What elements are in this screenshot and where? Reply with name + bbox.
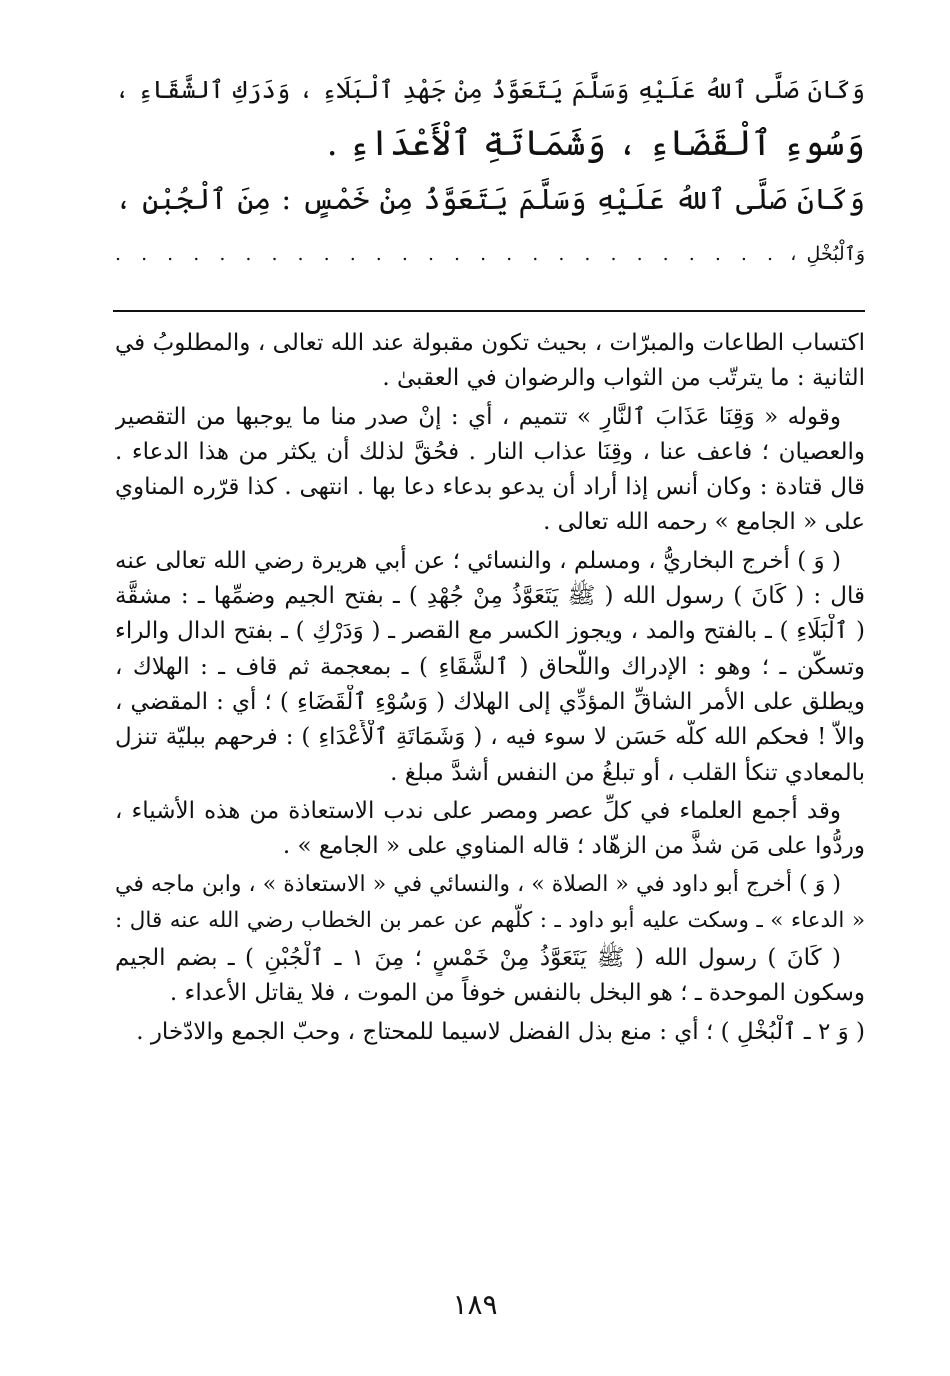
commentary-line: والعصيان ؛ فاعف عنا ، وقِنَا عذاب النار . فحُقَّ لذلك أن يكثر من هذا الدعاء . [115,438,865,465]
commentary-line: وقد أجمع العلماء في كلِّ عصر ومصر على ندب الاستعاذة من هذه الأشياء ، [115,797,841,824]
commentary-line: والاَّ ! فحكم الله كلُّه حَسَن لا سوء فيه ، ( وَشَمَاتَةِ ٱلْأَعْدَاءِ ) : فرحهم ببليّة تنزل [115,724,865,751]
hadith-line: وَكَانَ صَلَّى ٱللهُ عَلَيْهِ وَسَلَّمَ يَتَعَوَّذُ مِنْ جَهْدِ ٱلْبَلَاءِ ، وَدَرَكِ ٱلشَّقَاءِ ، [115,75,865,104]
hadith-line: وَكَانَ صَلَّى ٱللهُ عَلَيْهِ وَسَلَّمَ يَتَعَوَّذُ مِنْ خَمْسٍ : مِنَ ٱلْجُبْنِ ، [115,182,865,216]
commentary-line: وردُّوا على مَن شذَّ من الزهّاد ؛ قاله المناوي على « الجامع » . [282,833,865,860]
commentary-line: وسكون الموحدة ـ ؛ هو البخل بالنفس خوفاً من الموت ، فلا يقاتل الأعداء . [169,980,865,1007]
page-number: ١٨٩ [452,1288,498,1321]
ellipsis-dots: . . . . . . . . . . . . . . . . . . . . . . . . . . [115,243,781,265]
commentary-line: قال : ( كَانَ ) رسول الله ( ﷺ يَتَعَوَّذُ مِنْ جُهْدِ ) ـ بفتح الجيم وضمِّها ـ : مشقَّة [115,583,865,610]
commentary-text [115,326,865,1050]
commentary-line: بالمعادي تنكأُ القلب ، أو تبلغُ من النفس أشدَّ مبلغ . [390,759,865,786]
commentary-line: اكتساب الطاعات والمبرّات ، بحيث تكون مقبولة عند الله تعالى ، والمطلوبُ في [115,330,865,356]
commentary-line: ( وَ ٢ ـ ٱلْبُخْلِ ) ؛ أي : منع بذل الفضل لاسيما للمحتاج ، وحبّ الجمع والادّخار . [136,1018,865,1045]
commentary-line: ويطلق على الأمر الشاقِّ المؤدِّي إلى الهلاك ( وَسُوْءِ ٱلْقَضَاءِ ) ؛ أي : المقضي ، [115,688,865,715]
commentary-line: قال قتادة : وكان أنس إذا أراد أن يدعو بدعاء دعا بها . انتهى . كذا قرّره المناوي [115,474,865,501]
commentary-line: الثانية : ما يترتّب من الثواب والرضوان في العقبىٰ . [382,365,865,392]
hadith-line: وَسُوءِ ٱلْقَضَاءِ ، وَشَمَاتَةِ ٱلْأَعْدَاءِ . [326,124,865,164]
commentary-line: وقوله « وَقِنَا عَذَابَ ٱلنَّارِ » تتميم ، أي : إنْ صدر منا ما يوجبها من التقصير [115,403,841,430]
separator-rule [113,310,865,312]
hadith-text [115,62,865,282]
commentary-line: على « الجامع » رحمه الله تعالى . [543,509,865,536]
commentary-line: « الدعاء » ـ وسكت عليه أبو داود ـ : كلُّهم عن عمر بن الخطاب رضي الله عنه قال : [115,907,865,933]
hadith-line [115,227,865,282]
commentary-line: وتسكّن ـ ؛ وهو : الإدراك واللّحاق ( ٱلشَّقَاءِ ) ـ بمعجمة ثم قاف ـ : الهلاك ، [115,653,865,680]
commentary-line: ( وَ ) أخرج البخاريُّ ، ومسلم ، والنسائي ؛ عن أبي هريرة رضي الله تعالى عنه [115,547,841,574]
commentary-line: ( كَانَ ) رسول الله ( ﷺ يَتَعَوَّذُ مِنْ خَمْسٍ ؛ مِنَ ١ ـ ٱلْجُبْنِ ) ـ بضم الجيم [115,945,841,972]
hadith-line-words: وَٱلْبُخْلِ ، [780,243,865,265]
commentary-line: ( ٱلْبَلَاءِ ) ـ بالفتح والمد ، ويجوز الكسر مع القصر ـ ( وَدَرْكِ ) ـ بفتح الدال والراء [115,618,865,645]
commentary-line: ( وَ ) أخرج أبو داود في « الصلاة » ، والنسائي في « الاستعاذة » ، وابن ماجه في [115,872,841,898]
